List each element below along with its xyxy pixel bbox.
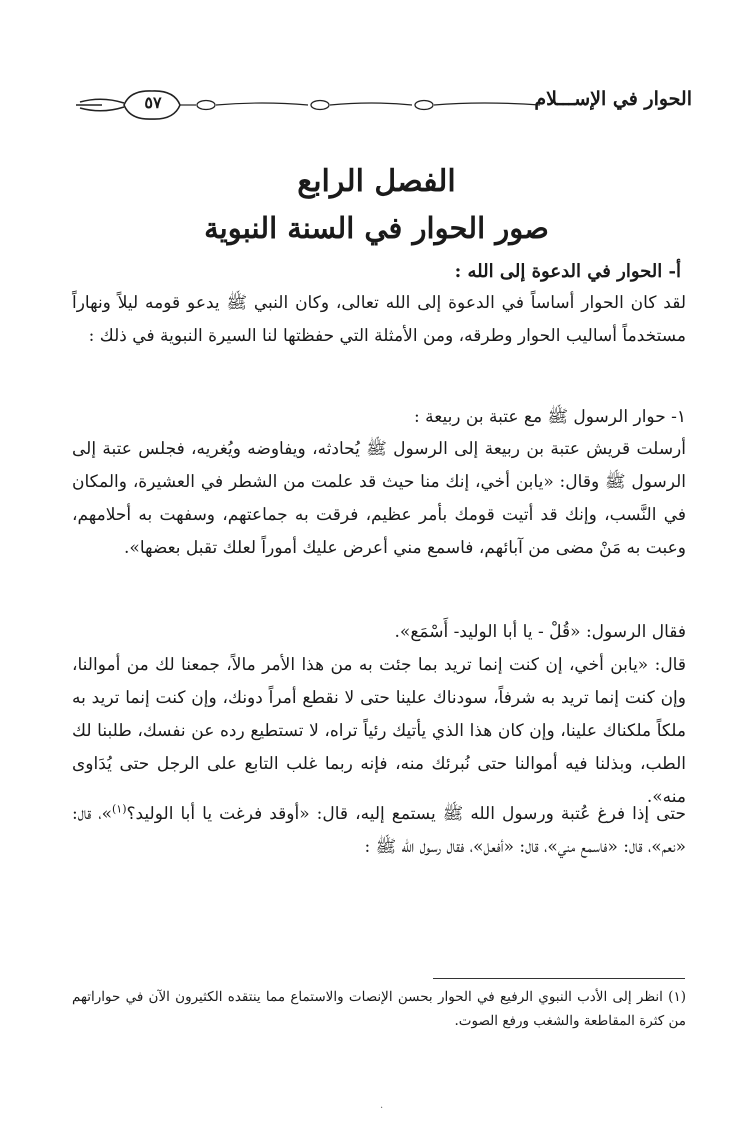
chapter-title: صور الحوار في السنة النبوية [204,211,549,245]
paragraph-prophet-reply: فقال الرسول: «قُلْ - يا أبا الوليد- أَسْمَع». [394,622,686,642]
page-number: ٥٧ [144,93,162,112]
running-header [72,84,692,124]
paragraph-utba-speech: قال: «يابن أخي، إن كنت إنما تريد بما جئت به من هذا الأمر مالاً، جمعنا لك من أموالنا، وإن كنت إنما تريد به شرفاً، سودناك علينا حتى لا نقطع أمراً دونك، وإن كنت إنما تريد به ملكاً ملكناك علينا، وإن كان هذا الذي يأتيك رئياً تراه، لا تستطيع رده عن نفسك، طلبنا لك الطب، وبذلنا فيه أموالنا حتى نُبرئك منه، فإنه ربما غلب التابع على الرجل حتى يُدَاوى منه». [72,655,686,807]
chapter-label: الفصل الرابع [297,164,456,199]
footnote-marker: (١) [111,802,127,816]
paragraph-utba-offer: أرسلت قريش عتبة بن ربيعة إلى الرسول ﷺ يُحادثه، ويفاوضه ويُغريه، فجلس عتبة إلى الرسول ﷺ وقال: «يابن أخي، إنك منا حيث قد علمت من الشطر في العشيرة، والمكان في النَّسب، وإنك قد أتيت قومك بأمر عظيم، فرقت به جماعتهم، وسفهت به أحلامهم، وعبت به مَنْ مضى من آبائهم، فاسمع مني أعرض عليك أموراً لعلك تقبل بعضها». [72,439,686,558]
footnote-divider [433,978,685,979]
footnote: (١) انظر إلى الأدب النبوي الرفيع في الحوار بحسن الإنصات والاستماع مما ينتقده الكثيرون الآن في حواراتهم من كثرة المقاطعة والشغب ورفع الصوت. [72,989,686,1029]
paragraph-conclusion [72,798,686,864]
paragraph-conclusion-part1: حتى إذا فرغ عُتبة ورسول الله ﷺ يستمع إليه، قال: «أوقد فرغت يا أبا الوليد؟ [126,804,686,824]
running-title: الحوار في الإســـلام [534,88,692,110]
subheading-utba-dialogue: ١- حوار الرسول ﷺ مع عتبة بن ربيعة : [414,407,686,427]
bottom-mark: . [380,1100,384,1111]
paragraph-intro: لقد كان الحوار أساساً في الدعوة إلى الله تعالى، وكان النبي ﷺ يدعو قومه ليلاً ونهاراً مستخدماً أساليب الحوار وطرقه، ومن الأمثلة التي حفظتها لنا السيرة النبوية في ذلك : [72,293,686,346]
paragraph-conclusion-part2: »، قال: «نعم»، قال: «فاسمع مني»، قال: «أفعل»، فقال رسول الله ﷺ : [72,804,686,857]
section-heading: أ- الحوار في الدعوة إلى الله : [454,261,681,282]
